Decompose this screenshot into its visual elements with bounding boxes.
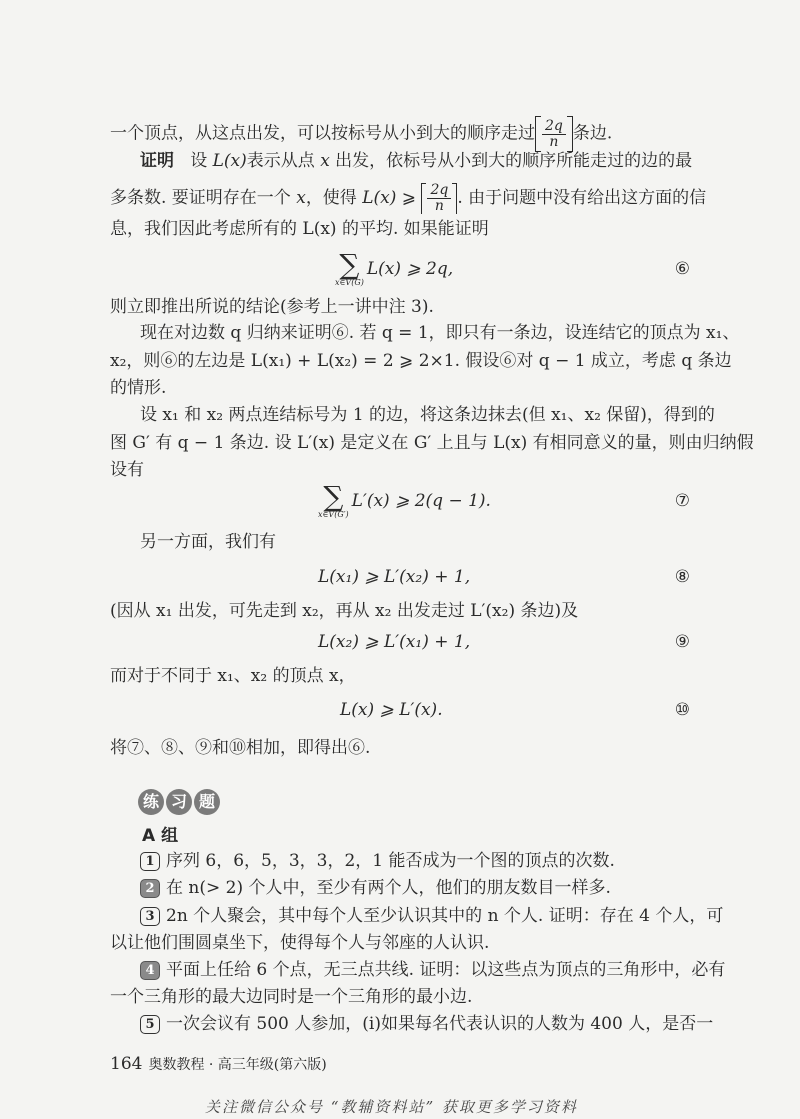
- item-number: 2: [140, 879, 160, 898]
- list-item: 4 平面上任给 6 个点，无三点共线. 证明：以这些点为顶点的三角形中，必有: [140, 959, 725, 981]
- list-item: 5 一次会议有 500 人参加，(i)如果每名代表认识的人数为 400 人，是否一: [140, 1013, 713, 1035]
- item-number: 5: [140, 1015, 160, 1034]
- list-item: 1 序列 6，6，5，3，3，2，1 能否成为一个图的顶点的次数.: [140, 850, 615, 872]
- equation-9: L(x₂) ⩾ L′(x₁) + 1,: [318, 632, 471, 652]
- text-line: 而对于不同于 x₁、x₂ 的顶点 x，: [110, 666, 356, 686]
- text-line: 证明 设 L(x)表示从点 x 出发，依标号从小到大的顺序所能走过的边的最: [140, 151, 693, 171]
- equation-label: ⑨: [674, 632, 690, 652]
- equation-label: ⑥: [674, 259, 690, 279]
- text-line: 多条数. 要证明存在一个 x，使得 L(x) ⩾ $\frac{2q}{n}$ . 由于问题中没有给出这方面的信: [110, 182, 707, 214]
- exercises-badge: [138, 789, 222, 815]
- watermark: 关注微信公众号 “教辅资料站” 获取更多学习资料: [205, 1098, 578, 1116]
- proof-label: 证明: [140, 151, 174, 171]
- item-number: 4: [140, 961, 160, 980]
- equation-10: L(x) ⩾ L′(x).: [340, 700, 443, 720]
- badge-char: 题: [194, 789, 220, 815]
- text-line: 另一方面，我们有: [140, 532, 276, 552]
- text-line: 设 x₁ 和 x₂ 两点连结标号为 1 的边，将这条边抹去(但 x₁、x₂ 保留)，得到的: [140, 405, 715, 425]
- text-line: (因从 x₁ 出发，可先走到 x₂，再从 x₂ 出发走过 L′(x₂) 条边)及: [110, 601, 579, 621]
- badge-char: 练: [138, 789, 164, 815]
- text-line: 息，我们因此考虑所有的 L(x) 的平均. 如果能证明: [110, 219, 489, 239]
- item-number: 3: [140, 907, 160, 926]
- item-number: 1: [140, 852, 160, 871]
- equation-label: ⑧: [674, 567, 690, 587]
- book-title: 奥数教程 · 高三年级(第六版): [148, 1057, 327, 1073]
- text-line: 将⑦、⑧、⑨和⑩相加，即得出⑥.: [110, 738, 371, 758]
- fraction-2q-over-n: $\frac{2q}{n}$: [542, 119, 566, 150]
- text-line: 一个顶点，从这点出发，可以按标号从小到大的顺序走过 $\frac{2q}{n}$ 条边.: [110, 116, 612, 152]
- equation-label: ⑩: [674, 700, 690, 720]
- text-line: 设有: [110, 460, 144, 480]
- group-heading: A 组: [142, 826, 179, 846]
- text-line: 一个三角形的最大边同时是一个三角形的最小边.: [110, 987, 473, 1007]
- equation-8: L(x₁) ⩾ L′(x₂) + 1,: [318, 567, 471, 587]
- text-line: 以让他们围圆桌坐下，使得每个人与邻座的人认识.: [110, 933, 490, 953]
- page-number: 164: [110, 1054, 143, 1074]
- equation-7: ∑ x∈V(G′) L′(x) ⩾ 2(q − 1).: [318, 480, 491, 519]
- text-line: 现在对边数 q 归纳来证明⑥. 若 q = 1，即只有一条边，设连结它的顶点为 x₁、: [140, 323, 740, 343]
- text-line: 的情形.: [110, 378, 167, 398]
- text-line: 则立即推出所说的结论(参考上一讲中注 3).: [110, 297, 434, 317]
- text-line: x₂，则⑥的左边是 L(x₁) + L(x₂) = 2 ⩾ 2×1. 假设⑥对 q − 1 成立，考虑 q 条边: [110, 351, 732, 371]
- badge-char: 习: [166, 789, 192, 815]
- list-item: 2 在 n(> 2) 个人中，至少有两个人，他们的朋友数目一样多.: [140, 877, 611, 899]
- text-line: 图 G′ 有 q − 1 条边. 设 L′(x) 是定义在 G′ 上且与 L(x) 有相同意义的量，则由归纳假: [110, 433, 754, 453]
- equation-label: ⑦: [674, 491, 690, 511]
- list-item: 3 2n 个人聚会，其中每个人至少认识其中的 n 个人. 证明：存在 4 个人，可: [140, 905, 723, 927]
- page-footer: [110, 1054, 327, 1074]
- equation-6: ∑ x∈V(G) L(x) ⩾ 2q,: [335, 248, 454, 287]
